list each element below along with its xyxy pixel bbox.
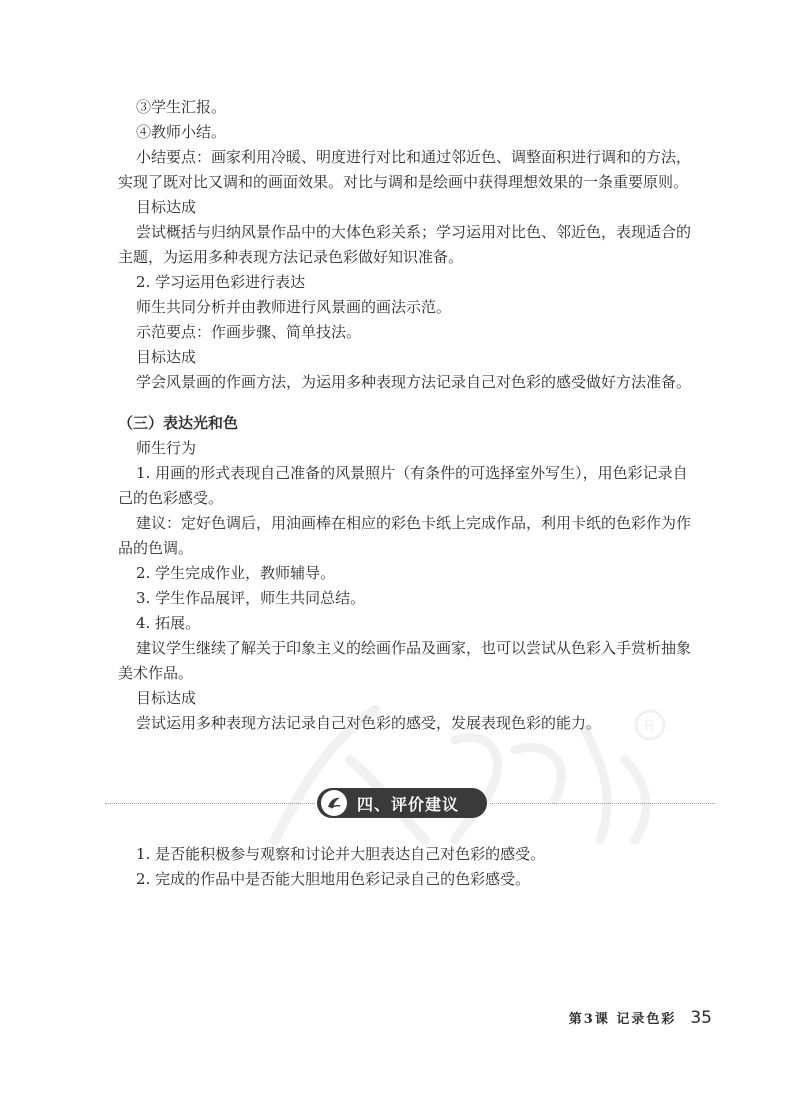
text-line: 尝试概括与归纳风景作品中的大体色彩关系；学习运用对比色、邻近色，表现适合的 bbox=[136, 223, 692, 241]
text-line: 3. 学生作品展评，师生共同总结。 bbox=[136, 589, 366, 607]
objective-heading: 目标达成 bbox=[136, 198, 197, 216]
section-title: （三）表达光和色 bbox=[118, 414, 239, 432]
svg-text:R: R bbox=[644, 716, 656, 735]
text-line: 建议：定好色调后，用油画棒在相应的彩色卡纸上完成作品，利用卡纸的色彩作为作 bbox=[136, 514, 692, 532]
text-line: 学会风景画的作画方法，为运用多种表现方法记录自己对色彩的感受做好方法准备。 bbox=[136, 373, 692, 391]
text-line: ④教师小结。 bbox=[136, 123, 227, 141]
text-line: 己的色彩感受。 bbox=[118, 489, 224, 507]
spacer bbox=[118, 395, 718, 411]
banner-title: 四、评价建议 bbox=[357, 794, 460, 814]
main-content bbox=[118, 95, 718, 736]
text-line: 建议学生继续了解关于印象主义的绘画作品及画家，也可以尝试从色彩入手赏析抽象 bbox=[136, 639, 692, 657]
text-line: 师生行为 bbox=[136, 439, 197, 457]
section-banner bbox=[317, 788, 487, 818]
text-line: 尝试运用多种表现方法记录自己对色彩的感受，发展表现色彩的能力。 bbox=[136, 714, 602, 732]
text-line: 实现了既对比又调和的画面效果。对比与调和是绘画中获得理想效果的一条重要原则。 bbox=[118, 173, 689, 191]
list-item: 2. 完成的作品中是否能大胆地用色彩记录自己的色彩感受。 bbox=[136, 870, 531, 888]
subsection-heading: 2. 学习运用色彩进行表达 bbox=[136, 273, 306, 291]
text-line: 主题，为运用多种表现方法记录色彩做好知识准备。 bbox=[118, 248, 464, 266]
text-line: 品的色调。 bbox=[118, 539, 194, 557]
text-line: 小结要点：画家利用冷暖、明度进行对比和通过邻近色、调整面积进行调和的方法， bbox=[136, 148, 692, 166]
text-line: 师生共同分析并由教师进行风景画的画法示范。 bbox=[136, 298, 452, 316]
page-footer bbox=[569, 1008, 712, 1028]
publisher-watermark-icon bbox=[255, 700, 675, 850]
text-line: 1. 用画的形式表现自己准备的风景照片（有条件的可选择室外写生），用色彩记录自 bbox=[136, 464, 688, 482]
text-line: 美术作品。 bbox=[118, 664, 194, 682]
text-line: 2. 学生完成作业，教师辅导。 bbox=[136, 564, 336, 582]
lesson-label: 第3课 记录色彩 bbox=[568, 1012, 677, 1027]
text-line: 示范要点：作画步骤、简单技法。 bbox=[136, 323, 362, 341]
objective-heading: 目标达成 bbox=[136, 689, 197, 707]
dotted-rule bbox=[490, 803, 715, 804]
text-line: ③学生汇报。 bbox=[136, 98, 227, 116]
section-divider bbox=[105, 784, 715, 824]
text-line: 4. 拓展。 bbox=[136, 614, 201, 632]
evaluation-list bbox=[136, 842, 716, 892]
dotted-rule bbox=[105, 803, 315, 804]
page-number: 35 bbox=[690, 1008, 712, 1028]
pep-logo-icon bbox=[321, 790, 347, 816]
objective-heading: 目标达成 bbox=[136, 348, 197, 366]
list-item: 1. 是否能积极参与观察和讨论并大胆表达自己对色彩的感受。 bbox=[136, 845, 546, 863]
